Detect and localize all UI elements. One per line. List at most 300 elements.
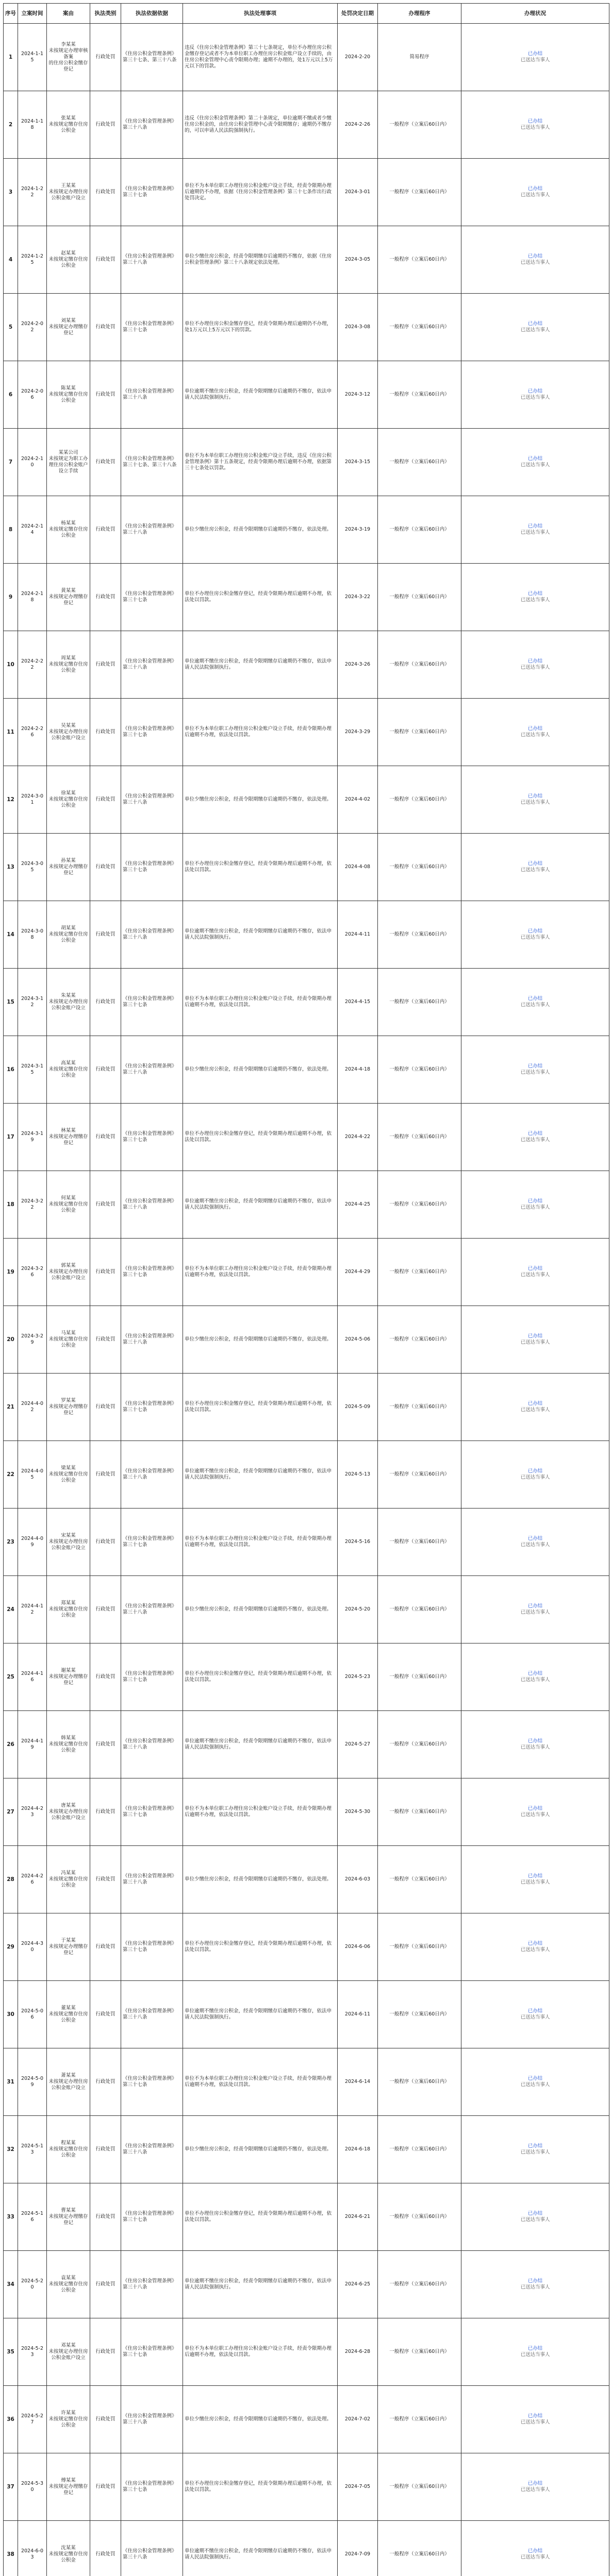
cell-decision-date: 2024-2-20 [338,24,378,91]
cell-category: 行政处罚 [90,2521,121,2576]
cell-basis: 《住房公积金管理条例》第三十七条 [121,1374,183,1441]
cell-basis: 《住房公积金管理条例》第三十七条 [121,1104,183,1171]
status-text[interactable]: 已办结 [527,658,543,664]
cell-decision-date: 2024-5-20 [338,1576,378,1643]
cell-basis: 《住房公积金管理条例》第三十八条 [121,901,183,969]
cell-status[interactable] [461,901,609,969]
status-text[interactable]: 已办结 [527,118,543,124]
cell-status[interactable] [461,1441,609,1509]
status-text[interactable]: 已办结 [527,1671,543,1676]
status-text[interactable]: 已办结 [527,1063,543,1069]
cell-procedure: 一般程序（立案后60日内） [378,2386,461,2453]
cell-decision-date: 2024-5-30 [338,1778,378,1846]
table-row [4,496,609,564]
status-note: 已送达当事人 [520,2014,550,2020]
cell-status[interactable] [461,1036,609,1104]
cell-decision-date: 2024-3-12 [338,361,378,429]
cell-status[interactable] [461,2521,609,2576]
cell-status[interactable] [461,24,609,91]
status-note: 已送达当事人 [520,1070,550,1075]
cell-date: 2024-4-12 [18,1576,47,1643]
status-text[interactable]: 已办结 [527,726,543,732]
status-text[interactable]: 已办结 [527,51,543,57]
cell-seq: 33 [4,2183,18,2251]
status-note: 已送达当事人 [520,1002,550,1008]
cell-status[interactable] [461,2048,609,2116]
cell-seq: 24 [4,1576,18,1643]
cell-cause: 唐某某 未按规定办理住房公积金账户设立 [47,1778,90,1846]
status-text[interactable]: 已办结 [527,793,543,799]
cell-seq: 22 [4,1441,18,1509]
cell-procedure: 一般程序（立案后60日内） [378,1846,461,1913]
cell-status[interactable] [461,564,609,631]
cell-decision-date: 2024-3-26 [338,631,378,699]
cell-category: 行政处罚 [90,834,121,901]
cell-status[interactable] [461,1576,609,1643]
status-text[interactable]: 已办结 [527,2008,543,2014]
cell-decision-date: 2024-6-28 [338,2318,378,2386]
cell-status[interactable] [461,91,609,159]
table-row [4,1846,609,1913]
cell-matter: 单位不为本单位职工办理住房公积金账户设立手续，经责令限期办理后逾期不办理，依法处以罚款。 [183,2318,338,2386]
cell-category: 行政处罚 [90,361,121,429]
cell-date: 2024-4-19 [18,1711,47,1778]
table-row [4,766,609,834]
cell-procedure: 一般程序（立案后60日内） [378,294,461,361]
header-decision-date: 处罚决定日期 [338,4,378,24]
status-text[interactable]: 已办结 [527,1468,543,1474]
header-matter: 执法处理事项 [183,4,338,24]
cell-date: 2024-5-30 [18,2453,47,2521]
cell-date: 2024-3-29 [18,1306,47,1374]
cell-date: 2024-5-09 [18,2048,47,2116]
status-text[interactable]: 已办结 [527,1333,543,1339]
status-note: 已送达当事人 [520,1407,550,1413]
cell-seq: 4 [4,226,18,294]
cell-basis: 《住房公积金管理条例》第三十七条 [121,1778,183,1846]
cell-seq: 31 [4,2048,18,2116]
cell-matter: 单位不为本单位职工办理住房公积金账户设立手续，经责令限期办理后逾期不办理，依法处以罚款。 [183,1778,338,1846]
table-row [4,1171,609,1239]
cell-matter: 单位少缴住房公积金，经责令限期缴存后逾期仍不缴存，依法处理。 [183,1846,338,1913]
cell-status[interactable] [461,766,609,834]
cell-status[interactable] [461,2318,609,2386]
cell-status[interactable] [461,226,609,294]
cell-date: 2024-1-25 [18,226,47,294]
status-note: 已送达当事人 [520,597,550,603]
cell-status[interactable] [461,2116,609,2183]
cell-cause: 郑某某 未按规定缴存住房公积金 [47,1576,90,1643]
cell-procedure: 一般程序（立案后60日内） [378,159,461,226]
cell-matter: 单位不为本单位职工办理住房公积金账户设立手续，经责令限期办理后逾期不办理，依法处以罚款。 [183,1239,338,1306]
cell-procedure: 一般程序（立案后60日内） [378,1981,461,2048]
cell-procedure: 一般程序（立案后60日内） [378,429,461,496]
cell-decision-date: 2024-6-03 [338,1846,378,1913]
cell-procedure: 一般程序（立案后60日内） [378,1171,461,1239]
status-note: 已送达当事人 [520,1542,550,1548]
cell-matter: 违反《住房公积金管理条例》第二十条规定，单位逾期不缴或者少缴住房公积金的，由住房公积金管理中心责令限期缴存；逾期仍不缴存的，可以申请人民法院强制执行。 [183,91,338,159]
cell-cause: 杨某某 未按规定缴存住房公积金 [47,496,90,564]
cell-decision-date: 2024-5-06 [338,1306,378,1374]
status-note: 已送达当事人 [520,2284,550,2290]
cell-category: 行政处罚 [90,1846,121,1913]
cell-cause: 马某某 未按规定缴存住房公积金 [47,1306,90,1374]
table-row [4,294,609,361]
cell-cause: 孙某某 未按规定办理缴存登记 [47,834,90,901]
cell-date: 2024-4-16 [18,1643,47,1711]
cell-procedure: 一般程序（立案后60日内） [378,2318,461,2386]
status-text[interactable]: 已办结 [527,2143,543,2149]
cell-category: 行政处罚 [90,2183,121,2251]
cell-date: 2024-2-26 [18,699,47,766]
cell-matter: 单位不办理住房公积金缴存登记，经责令限期办理后逾期不办理，依法处以罚款。 [183,1104,338,1171]
cell-matter: 单位逾期不缴住房公积金，经责令限期缴存后逾期仍不缴存，依法申请人民法院强制执行。 [183,631,338,699]
cell-cause: 罗某某 未按规定办理缴存登记 [47,1374,90,1441]
cell-category: 行政处罚 [90,1374,121,1441]
cell-basis: 《住房公积金管理条例》第三十八条 [121,1306,183,1374]
status-text[interactable]: 已办结 [527,2076,543,2081]
cell-seq: 9 [4,564,18,631]
cell-date: 2024-5-13 [18,2116,47,2183]
status-text[interactable]: 已办结 [527,1536,543,1541]
cell-procedure: 一般程序（立案后60日内） [378,2251,461,2318]
status-text[interactable]: 已办结 [527,2413,543,2419]
cell-decision-date: 2024-5-09 [338,1374,378,1441]
cell-cause: 宋某某 未按规定办理住房公积金账户设立 [47,1509,90,1576]
cell-date: 2024-4-30 [18,1913,47,1981]
table-row [4,1711,609,1778]
status-text[interactable]: 已办结 [527,1873,543,1879]
cell-date: 2024-4-23 [18,1778,47,1846]
status-text[interactable]: 已办结 [527,388,543,394]
cell-cause: 梁某某 未按规定缴存住房公积金 [47,1441,90,1509]
cell-matter: 单位不为本单位职工办理住房公积金账户设立手续，经责令限期办理后逾期不办理，依法处以罚款。 [183,699,338,766]
cell-seq: 34 [4,2251,18,2318]
cell-status[interactable] [461,2183,609,2251]
cell-date: 2024-5-27 [18,2386,47,2453]
cell-basis: 《住房公积金管理条例》第三十七条 [121,2183,183,2251]
cell-procedure: 一般程序（立案后60日内） [378,2183,461,2251]
cell-cause: 黄某某 未按规定办理缴存登记 [47,564,90,631]
cell-cause: 林某某 未按规定办理缴存登记 [47,1104,90,1171]
cell-date: 2024-2-14 [18,496,47,564]
cell-cause: 高某某 未按规定缴存住房公积金 [47,1036,90,1104]
status-note: 已送达当事人 [520,260,550,265]
cell-date: 2024-5-16 [18,2183,47,2251]
status-text[interactable]: 已办结 [527,1401,543,1406]
cell-procedure: 一般程序（立案后60日内） [378,2521,461,2576]
cell-date: 2024-2-02 [18,294,47,361]
cell-cause: 何某某 未按规定缴存住房公积金 [47,1171,90,1239]
table-row [4,2251,609,2318]
cell-matter: 单位逾期不缴住房公积金，经责令限期缴存后逾期仍不缴存，依法申请人民法院强制执行。 [183,2521,338,2576]
cell-seq: 19 [4,1239,18,1306]
header-category: 执法类别 [90,4,121,24]
cell-procedure: 一般程序（立案后60日内） [378,1036,461,1104]
cell-status[interactable] [461,1643,609,1711]
cell-status[interactable] [461,834,609,901]
cell-basis: 《住房公积金管理条例》第三十八条 [121,2251,183,2318]
status-text[interactable]: 已办结 [527,1941,543,1946]
cell-status[interactable] [461,699,609,766]
cell-status[interactable] [461,1711,609,1778]
status-note: 已送达当事人 [520,1609,550,1615]
cell-decision-date: 2024-5-23 [338,1643,378,1711]
cell-matter: 单位少缴住房公积金，经责令限期缴存后逾期仍不缴存，依法处理。 [183,1306,338,1374]
cell-date: 2024-5-20 [18,2251,47,2318]
cell-basis: 《住房公积金管理条例》第三十八条 [121,631,183,699]
cell-status[interactable] [461,2453,609,2521]
cell-date: 2024-3-26 [18,1239,47,1306]
cell-procedure: 一般程序（立案后60日内） [378,631,461,699]
table-row [4,361,609,429]
cell-category: 行政处罚 [90,1306,121,1374]
cell-status[interactable] [461,1913,609,1981]
status-text[interactable]: 已办结 [527,186,543,192]
cell-status[interactable] [461,1239,609,1306]
table-row [4,1509,609,1576]
cell-procedure: 一般程序（立案后60日内） [378,496,461,564]
cell-category: 行政处罚 [90,226,121,294]
cell-seq: 15 [4,969,18,1036]
cell-seq: 26 [4,1711,18,1778]
cell-matter: 单位少缴住房公积金，经责令限期缴存后逾期仍不缴存，依法处理。 [183,766,338,834]
status-note: 已送达当事人 [520,1879,550,1885]
cell-matter: 单位少缴住房公积金，经责令限期缴存后逾期仍不缴存，依法处理。 [183,2386,338,2453]
cell-procedure: 一般程序（立案后60日内） [378,1913,461,1981]
status-note: 已送达当事人 [520,1340,550,1345]
cell-procedure: 一般程序（立案后60日内） [378,1441,461,1509]
cell-seq: 20 [4,1306,18,1374]
status-note: 已送达当事人 [520,395,550,400]
cell-basis: 《住房公积金管理条例》第三十七条 [121,2048,183,2116]
status-text[interactable]: 已办结 [527,2346,543,2351]
status-note: 已送达当事人 [520,1272,550,1278]
cell-category: 行政处罚 [90,2386,121,2453]
cell-category: 行政处罚 [90,1509,121,1576]
cell-status[interactable] [461,294,609,361]
cell-date: 2024-6-03 [18,2521,47,2576]
status-text[interactable]: 已办结 [527,456,543,462]
header-status: 办理状况 [461,4,609,24]
table-row [4,631,609,699]
cell-cause: 程某某 未按规定缴存住房公积金 [47,2116,90,2183]
status-text[interactable]: 已办结 [527,1131,543,1137]
cell-status[interactable] [461,361,609,429]
table-row [4,1643,609,1711]
cell-category: 行政处罚 [90,2116,121,2183]
status-text[interactable]: 已办结 [527,523,543,529]
cell-decision-date: 2024-6-14 [338,2048,378,2116]
status-note: 已送达当事人 [520,2352,550,2358]
cell-procedure: 一般程序（立案后60日内） [378,2453,461,2521]
cell-procedure: 一般程序（立案后60日内） [378,564,461,631]
cell-basis: 《住房公积金管理条例》第三十八条 [121,361,183,429]
cell-cause: 曹某某 未按规定办理缴存登记 [47,2183,90,2251]
cell-seq: 5 [4,294,18,361]
cell-decision-date: 2024-4-18 [338,1036,378,1104]
cell-category: 行政处罚 [90,969,121,1036]
status-text[interactable]: 已办结 [527,2481,543,2486]
cell-seq: 3 [4,159,18,226]
status-text[interactable]: 已办结 [527,1266,543,1272]
status-text[interactable]: 已办结 [527,1806,543,1811]
cell-status[interactable] [461,969,609,1036]
cell-date: 2024-4-02 [18,1374,47,1441]
status-note: 已送达当事人 [520,665,550,670]
cell-status[interactable] [461,1104,609,1171]
cell-decision-date: 2024-6-21 [338,2183,378,2251]
cell-seq: 8 [4,496,18,564]
cell-procedure: 一般程序（立案后60日内） [378,1306,461,1374]
status-note: 已送达当事人 [520,57,550,63]
cell-matter: 单位少缴住房公积金，经责令限期缴存后逾期仍不缴存，依法处理。 [183,2116,338,2183]
cell-date: 2024-4-26 [18,1846,47,1913]
cell-category: 行政处罚 [90,1711,121,1778]
status-text[interactable]: 已办结 [527,2211,543,2216]
cell-decision-date: 2024-4-22 [338,1104,378,1171]
cell-cause: 许某某 未按规定缴存住房公积金 [47,2386,90,2453]
cell-status[interactable] [461,2251,609,2318]
header-row [4,4,609,24]
cell-category: 行政处罚 [90,294,121,361]
cell-status[interactable] [461,429,609,496]
cell-date: 2024-3-01 [18,766,47,834]
cell-date: 2024-5-06 [18,1981,47,2048]
cell-status[interactable] [461,1374,609,1441]
cell-basis: 《住房公积金管理条例》第三十七条、第三十八条 [121,24,183,91]
cell-basis: 《住房公积金管理条例》第三十八条 [121,91,183,159]
status-text[interactable]: 已办结 [527,2548,543,2554]
cell-status[interactable] [461,159,609,226]
cell-matter: 单位不为本单位职工办理住房公积金账户设立手续，经责令限期办理后逾期不办理，依法处以罚款。 [183,969,338,1036]
table-row [4,1441,609,1509]
cell-date: 2024-3-19 [18,1104,47,1171]
cell-procedure: 一般程序（立案后60日内） [378,766,461,834]
cell-cause: 傅某某 未按规定办理缴存登记 [47,2453,90,2521]
cell-date: 2024-4-05 [18,1441,47,1509]
table-row [4,91,609,159]
cell-seq: 13 [4,834,18,901]
status-text[interactable]: 已办结 [527,253,543,259]
cell-status[interactable] [461,1171,609,1239]
status-note: 已送达当事人 [520,1205,550,1210]
status-note: 已送达当事人 [520,1744,550,1750]
cell-category: 行政处罚 [90,1643,121,1711]
cell-cause: 陈某某 未按规定缴存住房公积金 [47,361,90,429]
cell-seq: 27 [4,1778,18,1846]
cell-category: 行政处罚 [90,631,121,699]
cell-status[interactable] [461,2386,609,2453]
table-row [4,969,609,1036]
cell-decision-date: 2024-5-16 [338,1509,378,1576]
cell-status[interactable] [461,1981,609,2048]
status-note: 已送达当事人 [520,2487,550,2493]
table-row [4,1374,609,1441]
status-note: 已送达当事人 [520,800,550,805]
cell-cause: 沈某某 未按规定缴存住房公积金 [47,2521,90,2576]
cell-procedure: 一般程序（立案后60日内） [378,2048,461,2116]
table-row [4,1104,609,1171]
cell-cause: 朱某某 未按规定办理住房公积金账户设立 [47,969,90,1036]
cell-cause: 徐某某 未按规定缴存住房公积金 [47,766,90,834]
status-note: 已送达当事人 [520,2419,550,2425]
status-text[interactable]: 已办结 [527,928,543,934]
cell-basis: 《住房公积金管理条例》第三十八条 [121,2116,183,2183]
cell-seq: 30 [4,1981,18,2048]
status-text[interactable]: 已办结 [527,2278,543,2284]
cell-matter: 单位不办理住房公积金缴存登记，经责令限期办理后逾期不办理，依法处以罚款。 [183,2453,338,2521]
status-text[interactable]: 已办结 [527,591,543,597]
cell-decision-date: 2024-3-05 [338,226,378,294]
status-note: 已送达当事人 [520,1137,550,1143]
cell-seq: 29 [4,1913,18,1981]
status-text[interactable]: 已办结 [527,996,543,1002]
status-note: 已送达当事人 [520,2554,550,2560]
status-text[interactable]: 已办结 [527,1603,543,1609]
status-note: 已送达当事人 [520,1812,550,1818]
cell-status[interactable] [461,1846,609,1913]
cell-matter: 单位少缴住房公积金，经责令限期缴存后逾期仍不缴存，依法处理。 [183,1576,338,1643]
cell-basis: 《住房公积金管理条例》第三十八条 [121,1846,183,1913]
cell-date: 2024-2-22 [18,631,47,699]
status-note: 已送达当事人 [520,327,550,333]
table-row [4,564,609,631]
status-text[interactable]: 已办结 [527,1198,543,1204]
cell-matter: 违反《住房公积金管理条例》第三十七条规定，单位不办理住房公积金缴存登记或者不为本单位职工办理住房公积金账户设立手续的，由住房公积金管理中心责令限期办理；逾期不办理的，处1万元以上5万元以下的罚款。 [183,24,338,91]
cell-matter: 单位不办理住房公积金缴存登记，经责令限期办理后逾期不办理，依法处以罚款。 [183,1913,338,1981]
cell-procedure: 一般程序（立案后60日内） [378,2116,461,2183]
cell-status[interactable] [461,1778,609,1846]
cell-cause: 郭某某 未按规定办理住房公积金账户设立 [47,1239,90,1306]
cell-matter: 单位少缴住房公积金，经责令限期缴存后逾期仍不缴存，依法处理。 [183,1036,338,1104]
cell-date: 2024-3-15 [18,1036,47,1104]
cell-basis: 《住房公积金管理条例》第三十七条 [121,2318,183,2386]
cell-basis: 《住房公积金管理条例》第三十七条 [121,1643,183,1711]
cell-status[interactable] [461,496,609,564]
cell-seq: 6 [4,361,18,429]
cell-procedure: 一般程序（立案后60日内） [378,1576,461,1643]
cell-decision-date: 2024-4-11 [338,901,378,969]
status-note: 已送达当事人 [520,2217,550,2223]
cell-date: 2024-3-22 [18,1171,47,1239]
cell-basis: 《住房公积金管理条例》第三十七条 [121,1913,183,1981]
cell-procedure: 一般程序（立案后60日内） [378,1239,461,1306]
cell-status[interactable] [461,631,609,699]
cell-cause: 吴某某 未按规定办理住房公积金账户设立 [47,699,90,766]
status-text[interactable]: 已办结 [527,1738,543,1744]
cell-basis: 《住房公积金管理条例》第三十八条 [121,766,183,834]
cell-category: 行政处罚 [90,901,121,969]
header-basis: 执法依据依据 [121,4,183,24]
table-row [4,2453,609,2521]
cell-decision-date: 2024-6-06 [338,1913,378,1981]
cell-status[interactable] [461,1306,609,1374]
cell-seq: 14 [4,901,18,969]
cell-category: 行政处罚 [90,1239,121,1306]
status-text[interactable]: 已办结 [527,861,543,867]
cell-matter: 单位不办理住房公积金缴存登记，经责令限期办理后逾期不办理，依法处以罚款。 [183,834,338,901]
cell-basis: 《住房公积金管理条例》第三十七条 [121,699,183,766]
status-note: 已送达当事人 [520,867,550,873]
cell-seq: 36 [4,2386,18,2453]
cell-matter: 单位不为本单位职工办理住房公积金账户设立手续，经责令限期办理后逾期不办理，依法处以罚款。 [183,2048,338,2116]
cell-category: 行政处罚 [90,699,121,766]
cell-date: 2024-2-06 [18,361,47,429]
status-text[interactable]: 已办结 [527,321,543,327]
cell-status[interactable] [461,1509,609,1576]
cell-date: 2024-3-12 [18,969,47,1036]
